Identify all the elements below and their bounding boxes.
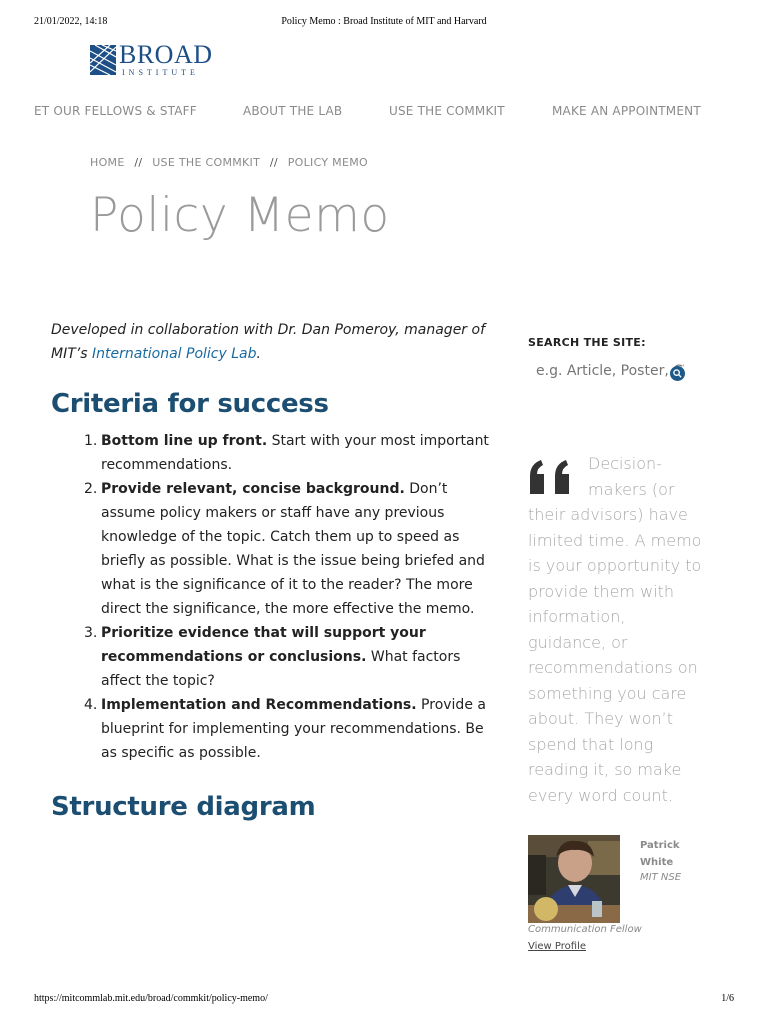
breadcrumb-use-the-commkit[interactable]: USE THE COMMKIT (152, 156, 261, 169)
logo-wordmark: BROAD (119, 40, 213, 69)
search-icon (673, 369, 682, 378)
main-nav (0, 104, 768, 122)
quote-text: Decision-makers (or their advisors) have limited time. A memo is your opportunity to provide them with information, guidance, or recommendations on something you care about. They won’t spend that long reading it, so make every word count. (528, 454, 702, 805)
print-url: https://mitcommlab.mit.edu/broad/commkit/policy-memo/ (34, 993, 268, 1004)
broad-logo[interactable] (90, 42, 213, 77)
logo-subtitle: INSTITUTE (122, 68, 199, 77)
list-item: 3. Prioritize evidence that will support your recommendations or conclusions. What factors affect the topic? (84, 625, 461, 690)
profile-name: Patrick White (640, 840, 680, 868)
list-item: 4. Implementation and Recommendations. Provide a blueprint for implementing your recommendations. Be as specific as possible. (84, 697, 486, 762)
criteria-list (51, 429, 491, 765)
international-policy-lab-link[interactable]: International Policy Lab (91, 346, 257, 362)
breadcrumb-separator: // (269, 156, 278, 169)
search-input[interactable] (536, 363, 684, 379)
breadcrumb-separator: // (134, 156, 143, 169)
profile-photo (528, 835, 620, 923)
fellow-profile (528, 835, 703, 955)
quote-mark-icon (528, 458, 588, 496)
search-box (528, 363, 703, 385)
nav-item-use-the-commkit[interactable]: USE THE COMMKIT (389, 104, 505, 118)
nav-item-make-appointment[interactable]: MAKE AN APPOINTMENT (552, 104, 701, 118)
search-button[interactable] (670, 366, 685, 381)
breadcrumb-home[interactable]: HOME (90, 156, 125, 169)
nav-item-about-the-lab[interactable]: ABOUT THE LAB (243, 104, 343, 118)
profile-department: MIT NSE (640, 872, 682, 883)
profile-role: Communication Fellow (528, 924, 642, 935)
search-label: SEARCH THE SITE: (528, 336, 646, 349)
broad-logo-icon (90, 45, 116, 75)
print-datetime: 21/01/2022, 14:18 (34, 16, 108, 27)
structure-diagram-heading: Structure diagram (51, 792, 316, 823)
pull-quote (528, 451, 703, 808)
nav-item-fellows-staff[interactable]: ET OUR FELLOWS & STAFF (34, 104, 197, 118)
print-page-number: 1/6 (721, 993, 734, 1004)
view-profile-link[interactable]: View Profile (528, 941, 587, 952)
criteria-heading: Criteria for success (51, 389, 329, 419)
list-item: 1. Bottom line up front. Start with your most important recommendations. (84, 433, 489, 474)
main-content (51, 318, 491, 823)
print-page-title: Policy Memo : Broad Institute of MIT and Harvard (281, 16, 487, 27)
sidebar (528, 336, 703, 955)
breadcrumb (90, 156, 368, 169)
list-item: 2. Provide relevant, concise background. Don’t assume policy makers or staff have any previous knowledge of the topic. Catch them up to speed as briefly as possible. What is the issue being briefed and what is the significance of it to the reader? The more direct the significance, the more effective the memo. (84, 481, 485, 618)
breadcrumb-current: POLICY MEMO (287, 156, 368, 169)
intro-text: Developed in collaboration with Dr. Dan Pomeroy, manager of MIT’s International Policy Lab. (51, 322, 486, 362)
page-title: Policy Memo (90, 188, 390, 243)
